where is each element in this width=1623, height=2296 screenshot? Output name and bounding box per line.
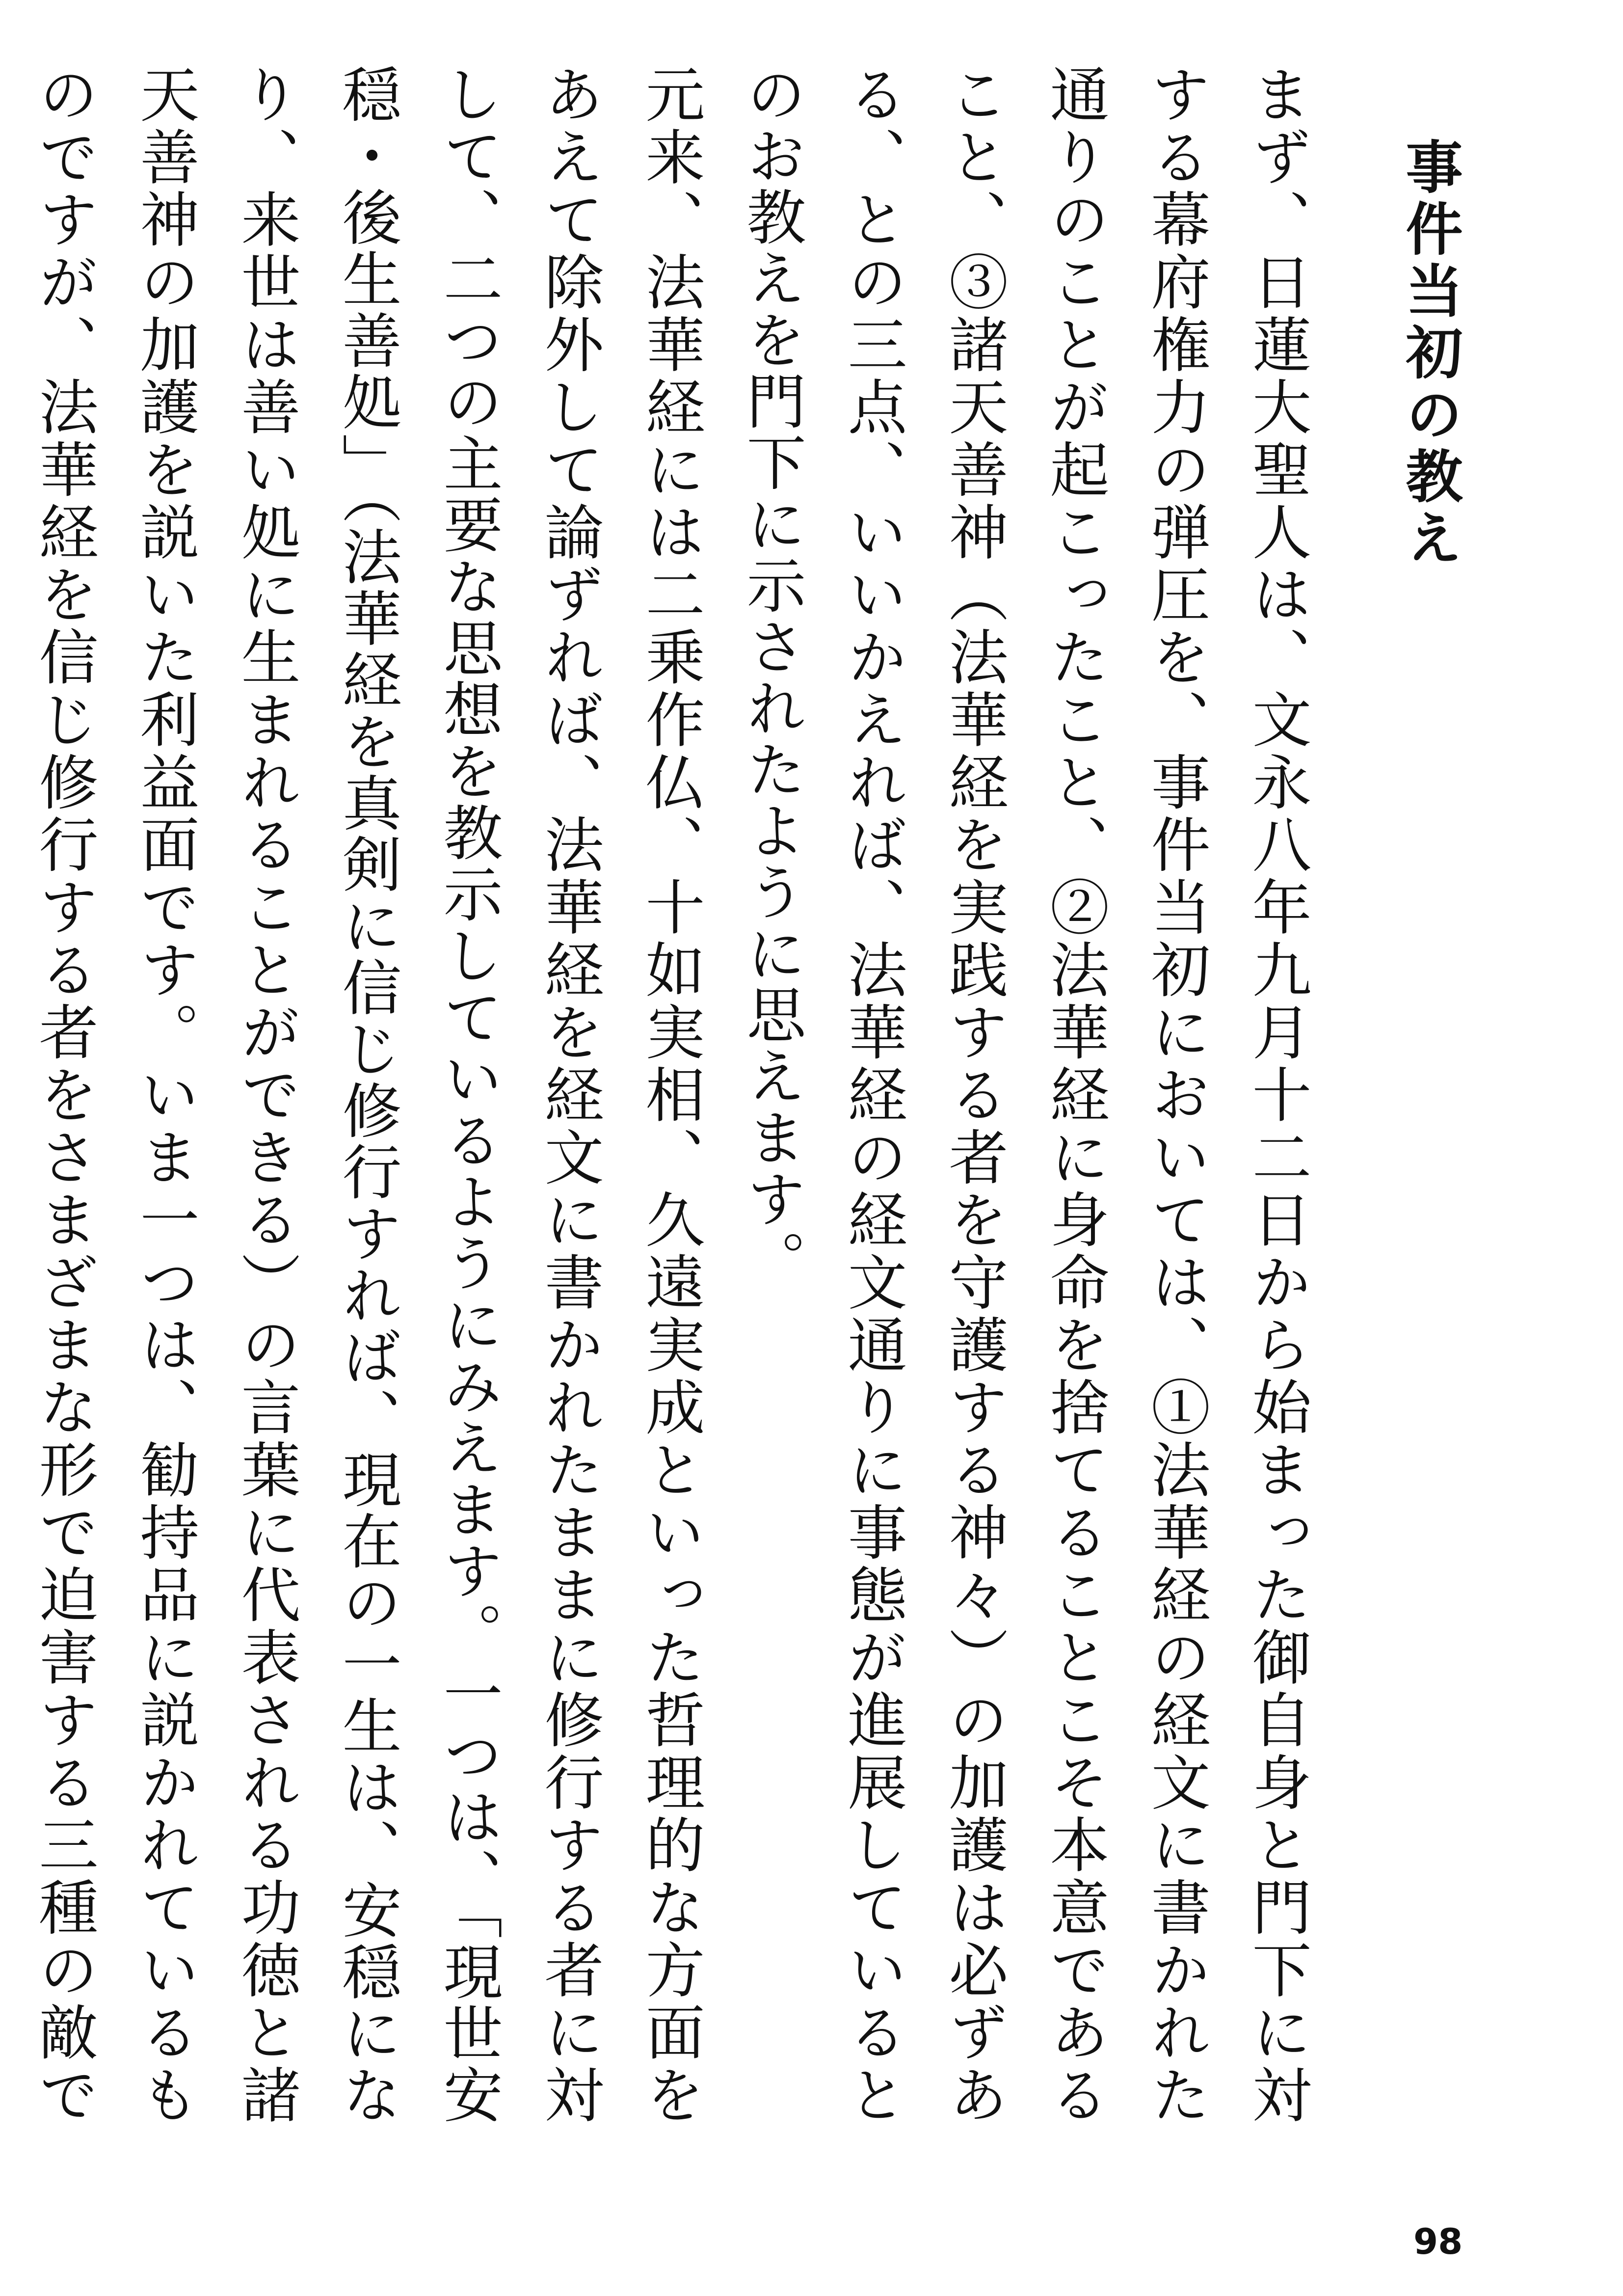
page-number: 98 — [1413, 2221, 1463, 2262]
vertical-text-block — [29, 64, 1463, 2126]
section-heading: 事件当初の教え — [1396, 137, 1463, 570]
paragraph-2: 元来、法華経には二乗作仏、十如実相、久遠実成といった哲理的な方面をあえて除外して論ずれば、法華経を経文に書かれたままに修行する者に対して、二つの主要な思想を教示しているようにみえます。一つは、「現世安穏・後生善処」（法華経を真剣に信じ修行すれば、現在の一生は、安穏になり、来世は善い処に生まれることができる）の言葉に代表される功徳と諸天善神の加護を説いた利益面です。いま一つは、勧持品に説かれているものですが、法華経を信じ修行する者をさまざまな形で迫害する三種の敵で — [29, 64, 705, 2126]
paragraph-1: まず、日蓮大聖人は、文永八年九月十二日から始まった御自身と門下に対する幕府権力の弾圧を、事件当初においては、①法華経の経文に書かれた通りのことが起こったこと、②法華経に身命を捨てることこそ本意であること、③諸天善神（法華経を実践する者を守護する神々）の加護は必ずある、との三点、いいかえれば、法華経の経文通りに事態が進展しているとのお教えを門下に示されたように思えます。 — [737, 64, 1311, 2126]
